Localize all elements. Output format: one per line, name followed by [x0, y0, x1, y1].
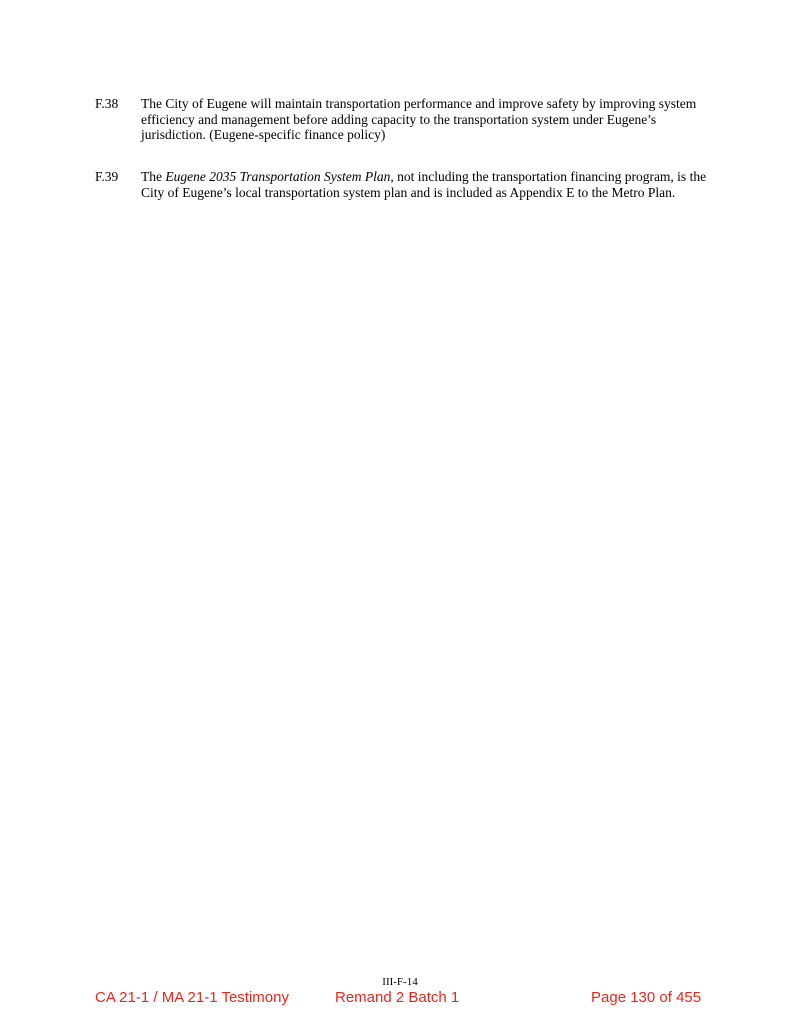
- policy-number: F.38: [95, 96, 119, 111]
- policy-text-suffix: , not including the transportation financing program, is the City of Eugene’s local transportation system plan and is included as Appendix E to the Metro Plan.: [141, 169, 707, 200]
- policy-text: The City of Eugene will maintain transportation performance and improve safety by improving system efficiency and management before adding capacity to the transportation system under Eugene’s jurisdiction. (Eugene-specific finance policy): [141, 96, 697, 142]
- batch-label: Remand 2 Batch 1: [335, 989, 460, 1006]
- page-count: Page 130 of 455: [591, 989, 702, 1006]
- policy-number: F.39: [95, 169, 119, 184]
- policy-text-prefix: The: [141, 169, 166, 184]
- policy-text: [141, 169, 715, 200]
- plan-title: Eugene 2035 Transportation System Plan: [165, 169, 391, 184]
- testimony-label: CA 21-1 / MA 21-1 Testimony: [95, 989, 289, 1006]
- policy-f39: [95, 169, 715, 200]
- page-reference: III-F-14: [382, 976, 418, 988]
- policy-f38: [95, 96, 715, 143]
